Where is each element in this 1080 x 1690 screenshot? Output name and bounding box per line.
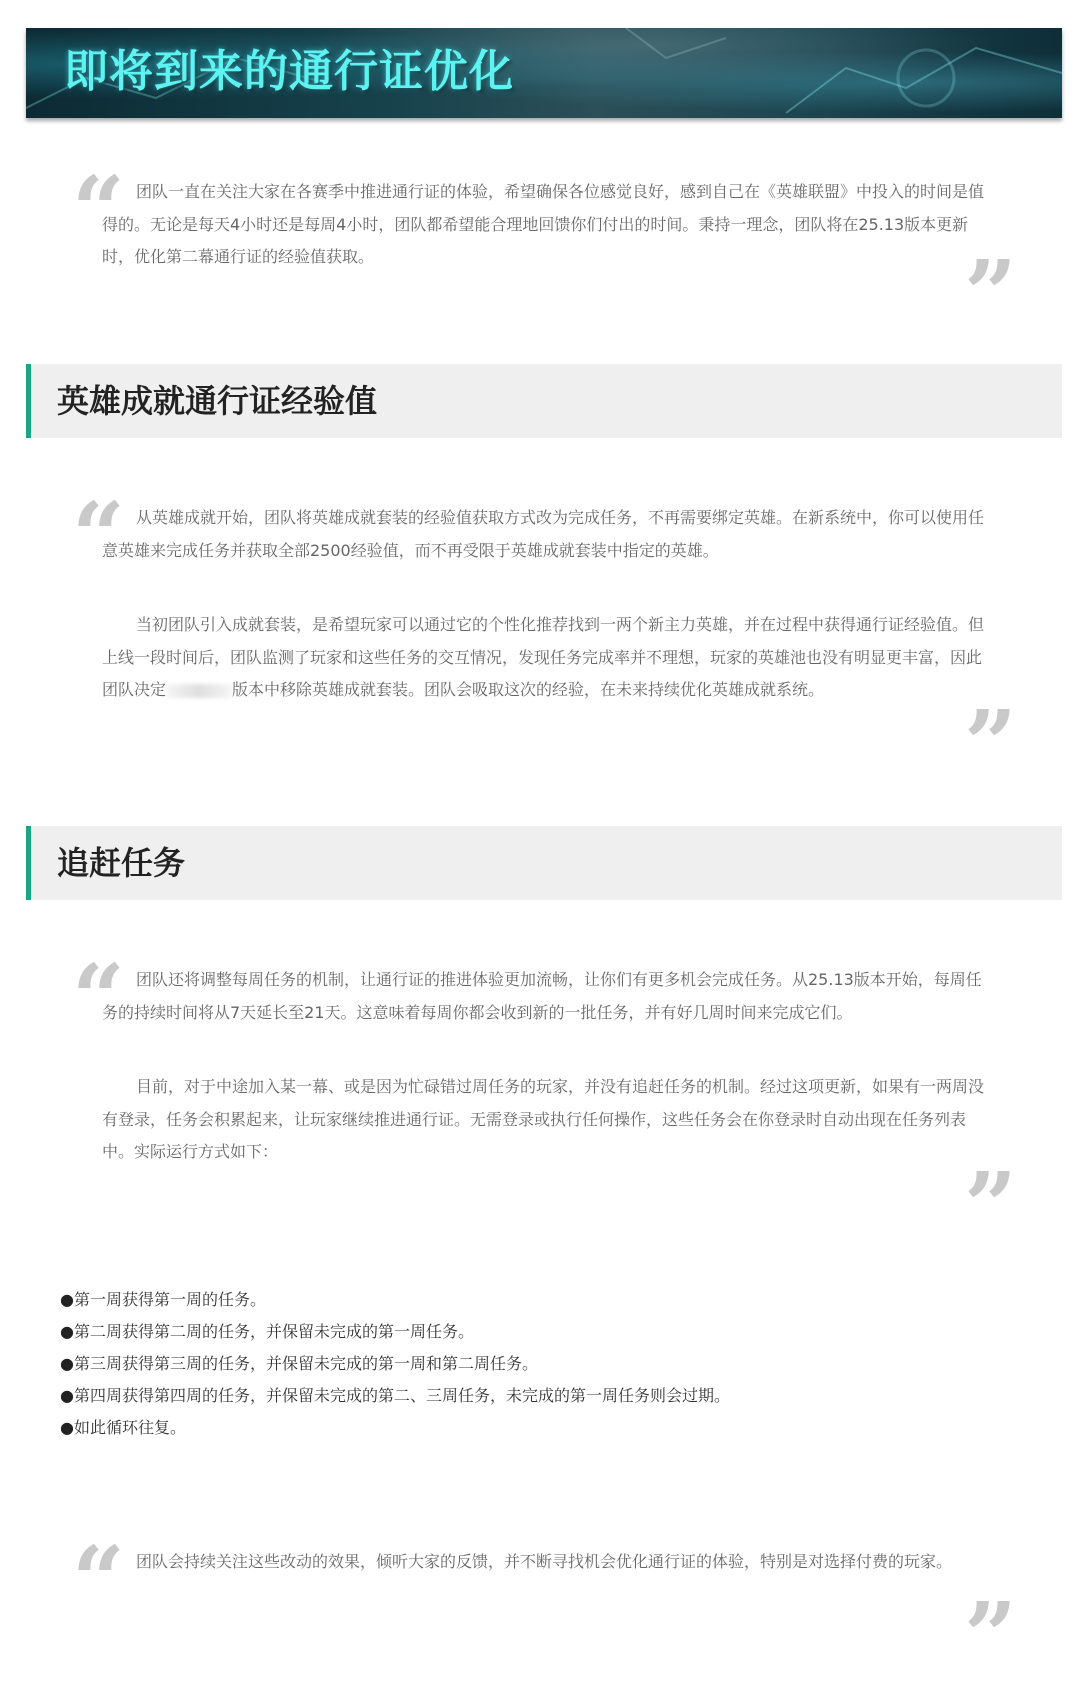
list-item: ●第三周获得第三周的任务，并保留未完成的第一周和第二周任务。: [60, 1354, 538, 1373]
section-header-catchup: [26, 826, 1062, 900]
mastery-paragraph-2: [102, 609, 988, 707]
list-item: ●第四周获得第四周的任务，并保留未完成的第二、三周任务，未完成的第一周任务则会过期。: [60, 1386, 730, 1405]
catchup-paragraph-2: 目前，对于中途加入某一幕、或是因为忙碌错过周任务的玩家，并没有追赶任务的机制。经过这项更新，如果有一两周没有登录，任务会积累起来，让玩家继续推进通行证。无需登录或执行任何操作，这些任务会在你登录时自动出现在任务列表中。实际运行方式如下：: [102, 1077, 985, 1161]
list-item: ●如此循环往复。: [60, 1418, 186, 1437]
bullet-icon: ●: [60, 1418, 74, 1437]
close-quote-icon: ”: [964, 690, 1017, 798]
list-item: ●第一周获得第一周的任务。: [60, 1290, 266, 1309]
closing-quote-block: [72, 1526, 1018, 1690]
catchup-paragraph-1: 团队还将调整每周任务的机制，让通行证的推进体验更加流畅，让你们有更多机会完成任务。从25.13版本开始，每周任务的持续时间将从7天延长至21天。这意味着每周你都会收到新的一批任务，并有好几周时间来完成它们。: [102, 970, 982, 1022]
intro-paragraph: 团队一直在关注大家在各赛季中推进通行证的体验，希望确保各位感觉良好，感到自己在《英雄联盟》中投入的时间是值得的。无论是每天4小时还是每周4小时，团队都希望能合理地回馈你们付出的时间。秉持一理念，团队将在25.13版本更新时，优化第二幕通行证的经验值获取。: [102, 182, 985, 266]
list-item: ●第二周获得第二周的任务，并保留未完成的第一周任务。: [60, 1322, 474, 1341]
open-quote-icon: “: [72, 156, 125, 264]
mastery-quote-block: [72, 482, 1018, 798]
section-header-mastery: [26, 364, 1062, 438]
bullet-icon: ●: [60, 1354, 74, 1373]
bullet-icon: ●: [60, 1386, 74, 1405]
redacted-text: [166, 684, 232, 698]
catchup-quote-block: [72, 944, 1018, 1260]
open-quote-icon: “: [72, 482, 125, 590]
header-banner: [26, 28, 1062, 118]
mastery-paragraph-2-end: 版本中移除英雄成就套装。团队会吸取这次的经验，在未来持续优化英雄成就系统。: [232, 680, 825, 699]
mastery-paragraph-1: 从英雄成就开始，团队将英雄成就套装的经验值获取方式改为完成任务，不再需要绑定英雄。在新系统中，你可以使用任意英雄来完成任务并获取全部2500经验值，而不再受限于英雄成就套装中指定的英雄。: [102, 508, 985, 560]
mastery-paragraph-2-start: 当初团队引入成就套装，是希望玩家可以通过它的个性化推荐找到一两个新主力英雄，并在过程中获得通行证经验值。但上线一段时间后，团队监测了玩家和这些任务的交互情况，发现任务完成率并不理想，玩家的英雄池也没有明显更丰富，因此团队决定: [102, 615, 985, 699]
open-quote-icon: “: [72, 1526, 125, 1634]
open-quote-icon: “: [72, 944, 125, 1052]
page-title: 即将到来的通行证优化: [64, 46, 514, 97]
intro-quote-block: [72, 156, 1018, 348]
weekly-mission-list: [60, 1284, 730, 1444]
section-title-catchup: 追赶任务: [57, 844, 186, 882]
closing-paragraph: 团队会持续关注这些改动的效果，倾听大家的反馈，并不断寻找机会优化通行证的体验，特别是对选择付费的玩家。: [136, 1552, 953, 1571]
close-quote-icon: ”: [964, 240, 1017, 348]
close-quote-icon: ”: [964, 1582, 1017, 1690]
close-quote-icon: ”: [964, 1152, 1017, 1260]
bullet-icon: ●: [60, 1322, 74, 1341]
bullet-icon: ●: [60, 1290, 74, 1309]
section-title-mastery: 英雄成就通行证经验值: [57, 382, 378, 420]
